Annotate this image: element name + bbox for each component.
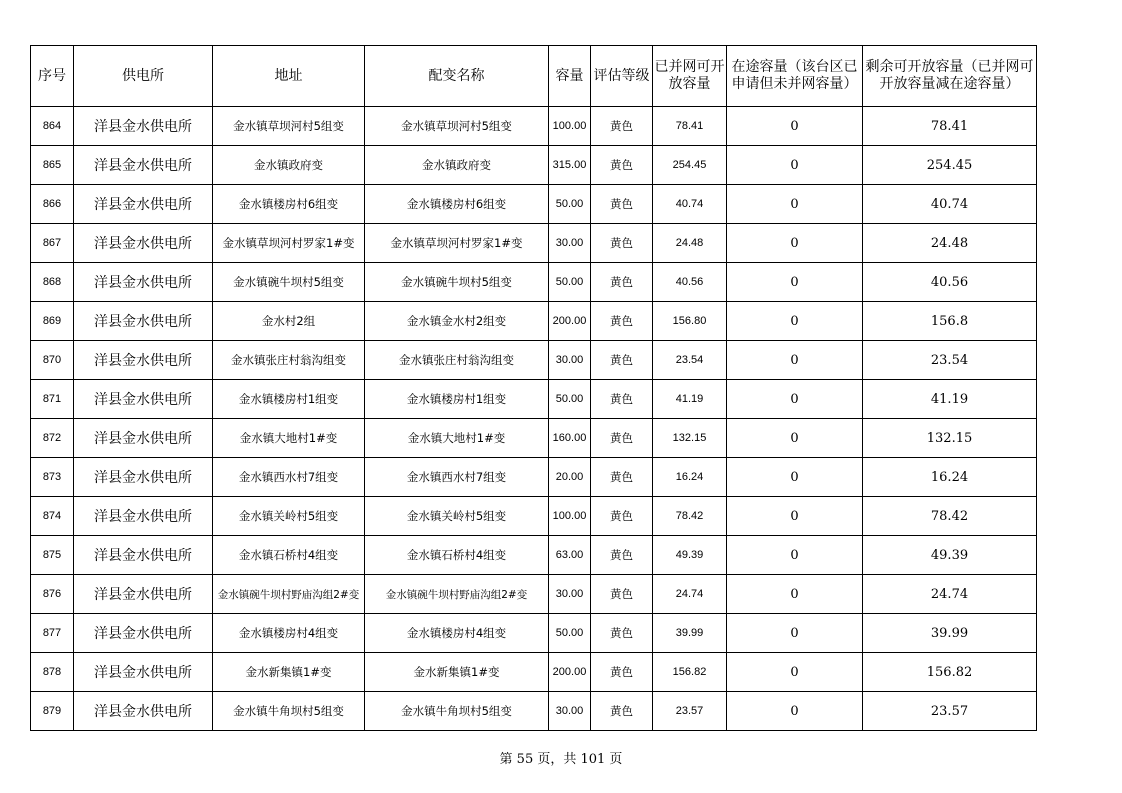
cell-pending: 0 [727, 458, 863, 497]
cell-open-capacity: 78.41 [653, 107, 727, 146]
cell-transformer: 金水镇楼房村1组变 [365, 380, 549, 419]
cell-remaining: 78.41 [863, 107, 1037, 146]
table-row [31, 536, 1037, 575]
header-pending: 在途容量（该台区已申请但未并网容量） [727, 46, 863, 107]
cell-transformer: 金水镇碗牛坝村5组变 [365, 263, 549, 302]
cell-capacity: 50.00 [549, 263, 591, 302]
cell-seq: 869 [31, 302, 74, 341]
cell-station: 洋县金水供电所 [74, 497, 213, 536]
cell-address: 金水镇楼房村6组变 [213, 185, 365, 224]
cell-capacity: 30.00 [549, 341, 591, 380]
cell-seq: 870 [31, 341, 74, 380]
cell-remaining: 39.99 [863, 614, 1037, 653]
cell-seq: 877 [31, 614, 74, 653]
cell-capacity: 200.00 [549, 653, 591, 692]
cell-station: 洋县金水供电所 [74, 653, 213, 692]
header-level: 评估等级 [591, 46, 653, 107]
table-row [31, 575, 1037, 614]
cell-open-capacity: 23.57 [653, 692, 727, 731]
cell-station: 洋县金水供电所 [74, 614, 213, 653]
cell-seq: 866 [31, 185, 74, 224]
cell-seq: 874 [31, 497, 74, 536]
cell-remaining: 78.42 [863, 497, 1037, 536]
cell-address: 金水镇张庄村翁沟组变 [213, 341, 365, 380]
cell-level: 黄色 [591, 653, 653, 692]
cell-open-capacity: 156.82 [653, 653, 727, 692]
cell-address: 金水镇牛角坝村5组变 [213, 692, 365, 731]
cell-station: 洋县金水供电所 [74, 380, 213, 419]
cell-address: 金水镇西水村7组变 [213, 458, 365, 497]
cell-seq: 879 [31, 692, 74, 731]
cell-address: 金水镇大地村1#变 [213, 419, 365, 458]
table-body [31, 107, 1037, 731]
cell-capacity: 50.00 [549, 380, 591, 419]
cell-level: 黄色 [591, 692, 653, 731]
cell-pending: 0 [727, 146, 863, 185]
header-capacity: 容量 [549, 46, 591, 107]
capacity-table [30, 45, 1037, 731]
cell-address: 金水镇石桥村4组变 [213, 536, 365, 575]
table-row [31, 185, 1037, 224]
cell-capacity: 200.00 [549, 302, 591, 341]
table-row [31, 614, 1037, 653]
cell-remaining: 40.74 [863, 185, 1037, 224]
cell-pending: 0 [727, 536, 863, 575]
cell-transformer: 金水新集镇1#变 [365, 653, 549, 692]
cell-address: 金水新集镇1#变 [213, 653, 365, 692]
cell-station: 洋县金水供电所 [74, 341, 213, 380]
cell-address: 金水镇政府变 [213, 146, 365, 185]
table-row [31, 224, 1037, 263]
cell-station: 洋县金水供电所 [74, 107, 213, 146]
cell-capacity: 30.00 [549, 692, 591, 731]
cell-remaining: 40.56 [863, 263, 1037, 302]
cell-open-capacity: 24.74 [653, 575, 727, 614]
cell-level: 黄色 [591, 419, 653, 458]
table-row [31, 146, 1037, 185]
cell-level: 黄色 [591, 614, 653, 653]
cell-open-capacity: 23.54 [653, 341, 727, 380]
table-row [31, 263, 1037, 302]
cell-pending: 0 [727, 380, 863, 419]
cell-remaining: 156.82 [863, 653, 1037, 692]
cell-capacity: 100.00 [549, 497, 591, 536]
cell-pending: 0 [727, 185, 863, 224]
cell-pending: 0 [727, 107, 863, 146]
cell-address: 金水镇楼房村1组变 [213, 380, 365, 419]
cell-level: 黄色 [591, 185, 653, 224]
cell-remaining: 156.8 [863, 302, 1037, 341]
cell-open-capacity: 40.74 [653, 185, 727, 224]
cell-seq: 873 [31, 458, 74, 497]
cell-pending: 0 [727, 614, 863, 653]
cell-level: 黄色 [591, 497, 653, 536]
cell-capacity: 50.00 [549, 185, 591, 224]
cell-capacity: 30.00 [549, 224, 591, 263]
cell-pending: 0 [727, 341, 863, 380]
cell-level: 黄色 [591, 224, 653, 263]
cell-seq: 868 [31, 263, 74, 302]
cell-seq: 875 [31, 536, 74, 575]
cell-seq: 864 [31, 107, 74, 146]
cell-transformer: 金水镇西水村7组变 [365, 458, 549, 497]
cell-transformer: 金水镇政府变 [365, 146, 549, 185]
cell-remaining: 41.19 [863, 380, 1037, 419]
cell-transformer: 金水镇草坝河村5组变 [365, 107, 549, 146]
cell-address: 金水镇草坝河村5组变 [213, 107, 365, 146]
cell-transformer: 金水镇楼房村6组变 [365, 185, 549, 224]
cell-open-capacity: 41.19 [653, 380, 727, 419]
cell-pending: 0 [727, 302, 863, 341]
cell-station: 洋县金水供电所 [74, 458, 213, 497]
cell-address: 金水镇碗牛坝村野庙沟组2#变 [213, 575, 365, 614]
cell-pending: 0 [727, 653, 863, 692]
cell-open-capacity: 156.80 [653, 302, 727, 341]
cell-address: 金水镇关岭村5组变 [213, 497, 365, 536]
cell-open-capacity: 78.42 [653, 497, 727, 536]
header-seq: 序号 [31, 46, 74, 107]
cell-seq: 872 [31, 419, 74, 458]
cell-transformer: 金水镇草坝河村罗家1#变 [365, 224, 549, 263]
cell-remaining: 23.54 [863, 341, 1037, 380]
cell-transformer: 金水镇金水村2组变 [365, 302, 549, 341]
cell-remaining: 24.74 [863, 575, 1037, 614]
cell-remaining: 16.24 [863, 458, 1037, 497]
table-row [31, 458, 1037, 497]
cell-level: 黄色 [591, 302, 653, 341]
cell-pending: 0 [727, 692, 863, 731]
cell-transformer: 金水镇石桥村4组变 [365, 536, 549, 575]
header-remaining: 剩余可开放容量（已并网可开放容量减在途容量） [863, 46, 1037, 107]
cell-level: 黄色 [591, 263, 653, 302]
cell-level: 黄色 [591, 146, 653, 185]
cell-capacity: 20.00 [549, 458, 591, 497]
cell-pending: 0 [727, 419, 863, 458]
cell-capacity: 315.00 [549, 146, 591, 185]
table-row [31, 692, 1037, 731]
cell-level: 黄色 [591, 341, 653, 380]
cell-seq: 878 [31, 653, 74, 692]
header-station: 供电所 [74, 46, 213, 107]
cell-pending: 0 [727, 224, 863, 263]
table-row [31, 653, 1037, 692]
table-row [31, 497, 1037, 536]
cell-seq: 876 [31, 575, 74, 614]
cell-address: 金水镇楼房村4组变 [213, 614, 365, 653]
cell-level: 黄色 [591, 536, 653, 575]
cell-open-capacity: 49.39 [653, 536, 727, 575]
cell-transformer: 金水镇牛角坝村5组变 [365, 692, 549, 731]
cell-pending: 0 [727, 575, 863, 614]
cell-address: 金水村2组 [213, 302, 365, 341]
cell-station: 洋县金水供电所 [74, 536, 213, 575]
header-transformer: 配变名称 [365, 46, 549, 107]
cell-address: 金水镇碗牛坝村5组变 [213, 263, 365, 302]
header-row [31, 46, 1037, 107]
header-address: 地址 [213, 46, 365, 107]
table-row [31, 107, 1037, 146]
cell-address: 金水镇草坝河村罗家1#变 [213, 224, 365, 263]
cell-seq: 865 [31, 146, 74, 185]
cell-station: 洋县金水供电所 [74, 146, 213, 185]
cell-level: 黄色 [591, 575, 653, 614]
cell-station: 洋县金水供电所 [74, 419, 213, 458]
cell-open-capacity: 40.56 [653, 263, 727, 302]
cell-open-capacity: 39.99 [653, 614, 727, 653]
cell-station: 洋县金水供电所 [74, 302, 213, 341]
cell-seq: 867 [31, 224, 74, 263]
cell-open-capacity: 254.45 [653, 146, 727, 185]
cell-transformer: 金水镇关岭村5组变 [365, 497, 549, 536]
cell-open-capacity: 132.15 [653, 419, 727, 458]
cell-transformer: 金水镇碗牛坝村野庙沟组2#变 [365, 575, 549, 614]
cell-pending: 0 [727, 497, 863, 536]
cell-level: 黄色 [591, 380, 653, 419]
table-row [31, 302, 1037, 341]
cell-capacity: 30.00 [549, 575, 591, 614]
cell-station: 洋县金水供电所 [74, 263, 213, 302]
cell-pending: 0 [727, 263, 863, 302]
cell-transformer: 金水镇张庄村翁沟组变 [365, 341, 549, 380]
cell-open-capacity: 16.24 [653, 458, 727, 497]
table-row [31, 341, 1037, 380]
table-row [31, 380, 1037, 419]
cell-level: 黄色 [591, 107, 653, 146]
cell-capacity: 63.00 [549, 536, 591, 575]
cell-station: 洋县金水供电所 [74, 224, 213, 263]
table-row [31, 419, 1037, 458]
cell-station: 洋县金水供电所 [74, 575, 213, 614]
cell-capacity: 50.00 [549, 614, 591, 653]
cell-open-capacity: 24.48 [653, 224, 727, 263]
page-number: 第 55 页，共 101 页 [499, 752, 623, 767]
cell-remaining: 49.39 [863, 536, 1037, 575]
cell-transformer: 金水镇楼房村4组变 [365, 614, 549, 653]
cell-station: 洋县金水供电所 [74, 185, 213, 224]
cell-remaining: 23.57 [863, 692, 1037, 731]
cell-transformer: 金水镇大地村1#变 [365, 419, 549, 458]
cell-capacity: 160.00 [549, 419, 591, 458]
cell-station: 洋县金水供电所 [74, 692, 213, 731]
cell-remaining: 254.45 [863, 146, 1037, 185]
cell-level: 黄色 [591, 458, 653, 497]
cell-capacity: 100.00 [549, 107, 591, 146]
cell-remaining: 132.15 [863, 419, 1037, 458]
cell-remaining: 24.48 [863, 224, 1037, 263]
header-open-capacity: 已并网可开放容量 [653, 46, 727, 107]
cell-seq: 871 [31, 380, 74, 419]
